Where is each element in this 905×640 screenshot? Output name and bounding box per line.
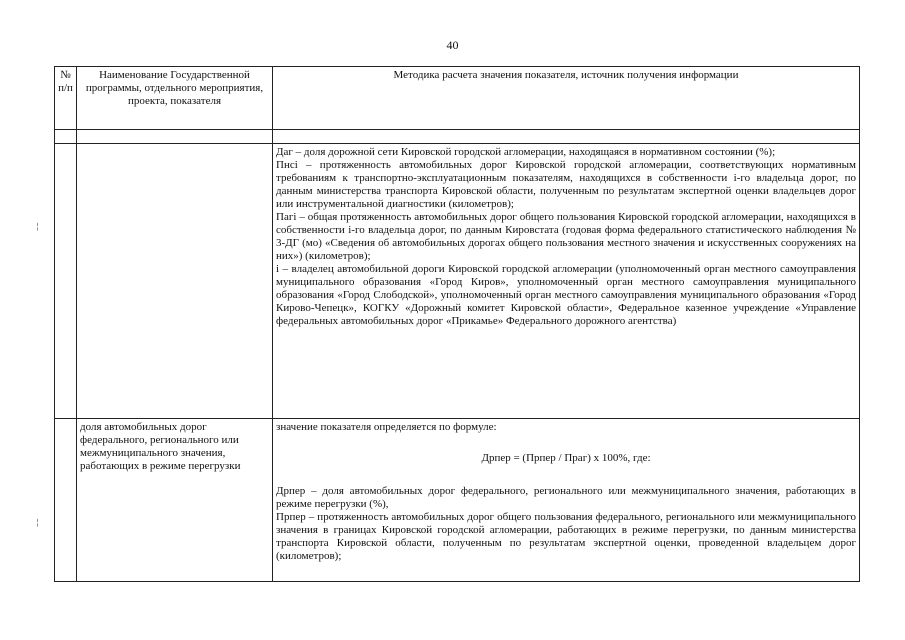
header-num: № п/п: [55, 67, 77, 130]
row-num-cell: [55, 419, 77, 582]
table-row: [55, 144, 860, 419]
definition-pnsi: Пнсi – протяженность автомобильных дорог Кировской городской агломерации, соответствующих нормативным требованиям к транспортно-эксплуатационным показателям, находящихся в собственности i-го владельца дорог, по данным министерства транспорта Кировской области, полученным по результатам экспертной оценки владельцев дорог или инструментальной диагностики (километров);: [276, 159, 856, 210]
row-name-cell: [77, 144, 273, 419]
table-header-row: [55, 67, 860, 130]
row-method-cell: [273, 419, 860, 582]
header-name: Наименование Государственной программы, отдельного мероприятия, проекта, показателя: [77, 67, 273, 130]
spacer-cell: [55, 130, 77, 144]
methodology-table: [54, 66, 860, 582]
spacer-cell: [77, 130, 273, 144]
formula: Дрпер = (Прпер / Праг) х 100%, где:: [481, 452, 651, 464]
definition-drper: Дрпер – доля автомобильных дорог федерального, регионального или межмуниципального значения, работающих в режиме перегрузки (%),: [276, 485, 856, 510]
spacer-row: [55, 130, 860, 144]
spacer-cell: [273, 130, 860, 144]
row-name-cell: доля автомобильных дорог федерального, регионального или межмуниципального значения, работающих в режиме перегрузки: [77, 419, 273, 582]
row-method-cell: [273, 144, 860, 419]
header-method: Методика расчета значения показателя, источник получения информации: [273, 67, 860, 130]
formula-intro: значение показателя определяется по формуле:: [276, 421, 497, 433]
page-number: 40: [446, 38, 459, 52]
table-row: [55, 419, 860, 582]
margin-mark: ¦: [36, 222, 40, 232]
definition-i: i – владелец автомобильной дороги Кировской городской агломерации (уполномоченный орган местного самоуправления муниципального образования «Город Киров», уполномоченный орган местного самоуправления муниципального образования «Город Слободской», уполномоченный орган местного самоуправления муниципального образования «Город Кирово-Чепецк», КОГКУ «Дорожный комитет Кировской области», Федеральное казенное учреждение «Управление федеральных автомобильных дорог «Прикамье» Федерального дорожного агентства): [276, 263, 856, 327]
margin-mark: ¦: [36, 518, 40, 528]
definition-pagi: Пагi – общая протяженность автомобильных дорог общего пользования Кировской городской агломерации, находящихся в собственности i-го владельца дорог, по данным Кировстата (годовая форма федерального статистического наблюдения № 3-ДГ (мо) «Сведения об автомобильных дорогах общего пользования местного значения и искусственных сооружениях на них») (километров);: [276, 211, 856, 262]
definition-dag: Даг – доля дорожной сети Кировской городской агломерации, находящаяся в нормативном состоянии (%);: [276, 146, 776, 158]
row-num-cell: [55, 144, 77, 419]
definition-prper: Прпер – протяженность автомобильных дорог общего пользования федерального, регионального или межмуниципального значения в границах Кировской городской агломерации, работающих в режиме перегрузки, по данным министерства транспорта Кировской области, полученным по результатам экспертной оценки, проведенной владельцем дорог (километров);: [276, 511, 856, 562]
